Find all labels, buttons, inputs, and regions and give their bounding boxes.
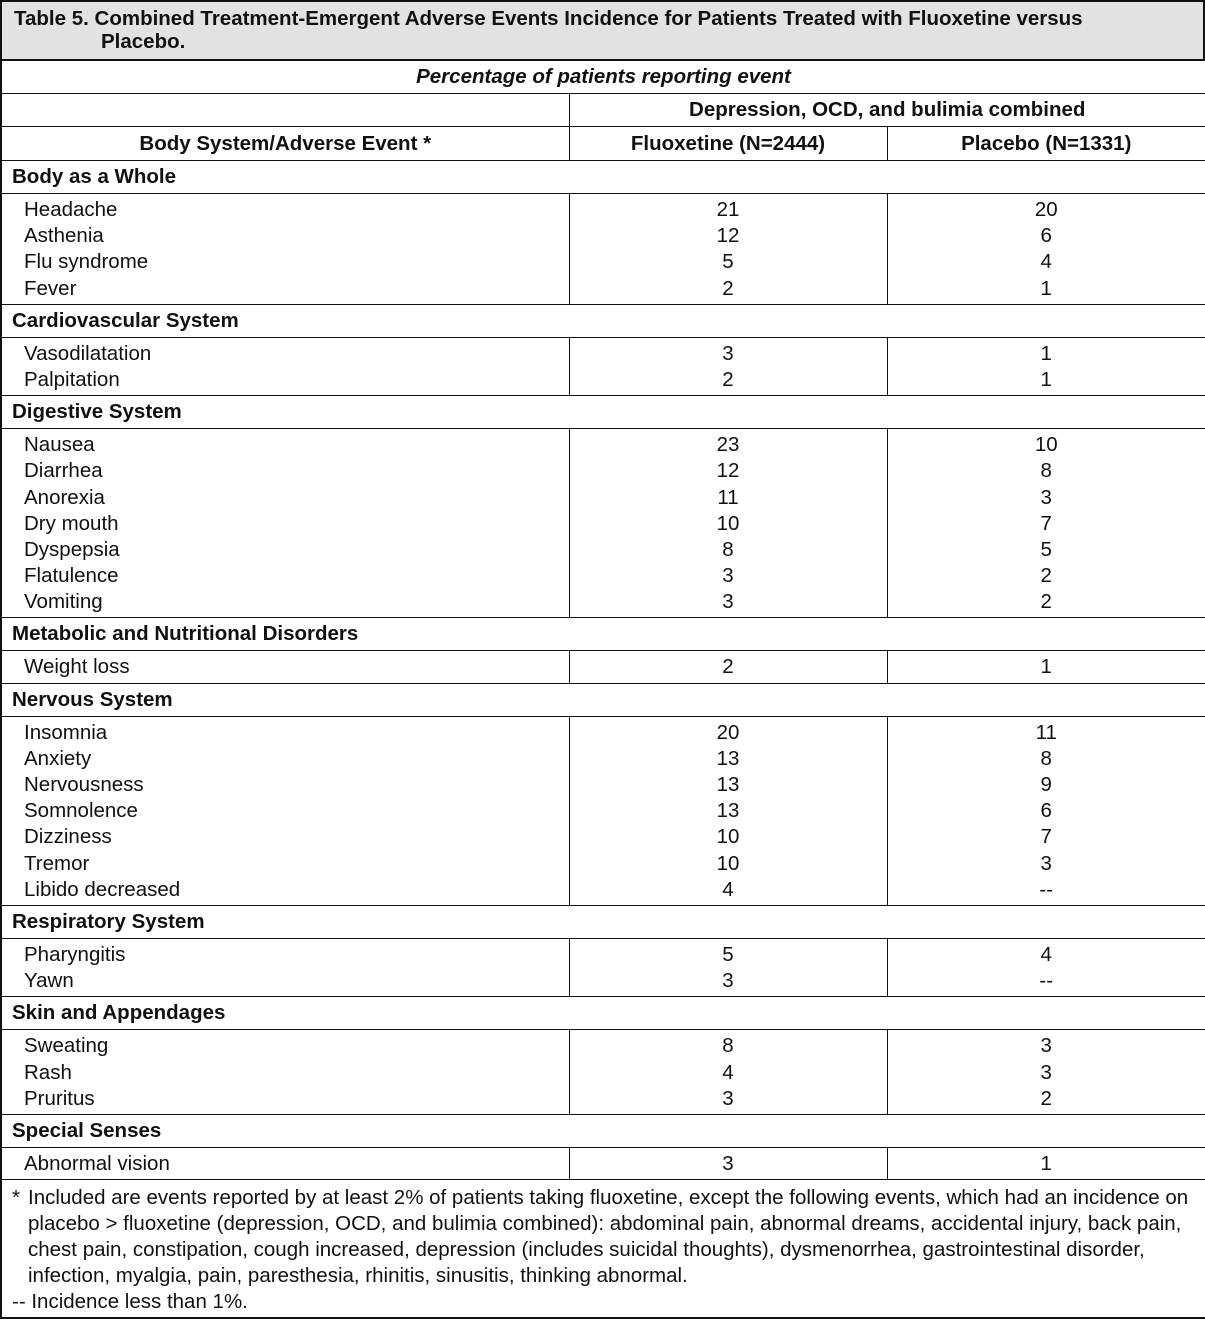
event-name: Vomiting <box>24 590 103 614</box>
fluoxetine-value: 3 <box>722 341 734 365</box>
section-heading: Cardiovascular System <box>1 304 1205 337</box>
event-name: Insomnia <box>24 720 108 744</box>
section-heading: Respiratory System <box>1 905 1205 938</box>
placebo-value: 2 <box>1040 590 1052 614</box>
placebo-value: 1 <box>1040 276 1052 300</box>
fluoxetine-value: 13 <box>716 773 740 796</box>
fluoxetine-value: 4 <box>722 1060 734 1084</box>
section-heading: Metabolic and Nutritional Disorders <box>1 618 1205 651</box>
section-row <box>1 905 1205 938</box>
placebo-value: 20 <box>1034 198 1058 221</box>
placebo-value: 4 <box>1040 942 1052 966</box>
event-name: Pharyngitis <box>24 942 126 966</box>
fluoxetine-value: 10 <box>716 851 740 875</box>
section-data-row <box>1 429 1205 618</box>
section-heading: Special Senses <box>1 1114 1205 1147</box>
placebo-value: 3 <box>1040 1034 1052 1058</box>
fluoxetine-column-cell <box>569 194 887 305</box>
event-column-cell <box>1 716 569 905</box>
placebo-value: 4 <box>1040 250 1052 274</box>
event-name: Tremor <box>24 851 90 875</box>
event-name: Anorexia <box>24 485 105 509</box>
placebo-value: 3 <box>1040 485 1052 509</box>
footnote-star-text: Included are events reported by at least 2% of patients taking fluoxetine, except the following events, which had an incidence on placebo > fluoxetine (depression, OCD, and bulimia combined): abdominal pain, abnormal dreams, accidental injury, back pain, chest pain, constipation, cough increased, depression (includes suicidal thoughts), dysmenorrhea, gastrointestinal disorder, infection, myalgia, pain, paresthesia, rhinitis, sinusitis, thinking abnormal. <box>28 1186 1189 1288</box>
fluoxetine-value: 2 <box>722 276 734 300</box>
event-column-cell <box>1 1030 569 1115</box>
placebo-column-cell <box>887 1147 1205 1179</box>
table-subtitle: Percentage of patients reporting event <box>1 61 1205 94</box>
fluoxetine-value: 3 <box>722 1086 734 1110</box>
fluoxetine-value: 3 <box>722 1151 734 1175</box>
empty-header-cell <box>1 94 569 127</box>
section-row <box>1 618 1205 651</box>
placebo-value: 3 <box>1040 1060 1052 1084</box>
footnote-cell <box>1 1180 1205 1319</box>
fluoxetine-value: 3 <box>722 969 734 993</box>
event-name: Flatulence <box>24 564 119 588</box>
group-header: Depression, OCD, and bulimia combined <box>569 94 1205 127</box>
event-name: Palpitation <box>24 367 120 391</box>
section-heading: Body as a Whole <box>1 161 1205 194</box>
fluoxetine-value: 4 <box>722 877 734 901</box>
placebo-value: 5 <box>1040 537 1052 561</box>
event-name: Sweating <box>24 1034 109 1058</box>
event-name: Flu syndrome <box>24 250 149 274</box>
event-name: Weight loss <box>24 655 130 679</box>
fluoxetine-value: 10 <box>716 511 740 535</box>
column-header-fluoxetine: Fluoxetine (N=2444) <box>569 127 887 161</box>
placebo-value: 10 <box>1034 433 1058 457</box>
fluoxetine-value: 10 <box>716 825 740 849</box>
event-column-cell <box>1 337 569 395</box>
event-name: Vasodilatation <box>24 341 152 365</box>
event-name: Diarrhea <box>24 459 103 483</box>
section-row <box>1 683 1205 716</box>
placebo-value: 3 <box>1040 851 1052 875</box>
column-header-event: Body System/Adverse Event * <box>1 127 569 161</box>
adverse-events-table <box>0 60 1205 1319</box>
placebo-value: 1 <box>1040 341 1052 365</box>
fluoxetine-value: 2 <box>722 367 734 391</box>
event-name: Asthenia <box>24 224 104 248</box>
placebo-column-cell <box>887 194 1205 305</box>
event-name: Anxiety <box>24 746 92 770</box>
section-row <box>1 161 1205 194</box>
fluoxetine-value: 3 <box>722 590 734 614</box>
fluoxetine-value: 11 <box>717 485 739 509</box>
section-heading: Digestive System <box>1 396 1205 429</box>
group-header-row <box>1 94 1205 127</box>
column-header-placebo: Placebo (N=1331) <box>887 127 1205 161</box>
fluoxetine-value: 3 <box>722 564 734 588</box>
event-name: Rash <box>24 1060 72 1084</box>
placebo-value: 9 <box>1040 773 1052 796</box>
section-data-row <box>1 1147 1205 1179</box>
section-data-row <box>1 337 1205 395</box>
table-body <box>1 161 1205 1180</box>
placebo-value: 1 <box>1040 655 1052 679</box>
fluoxetine-column-cell <box>569 1030 887 1115</box>
section-row <box>1 997 1205 1030</box>
fluoxetine-value: 23 <box>716 433 740 457</box>
event-column-cell <box>1 194 569 305</box>
event-column-cell <box>1 651 569 683</box>
fluoxetine-value: 5 <box>722 250 734 274</box>
section-heading: Skin and Appendages <box>1 997 1205 1030</box>
placebo-column-cell <box>887 651 1205 683</box>
event-name: Dry mouth <box>24 511 119 535</box>
fluoxetine-value: 12 <box>716 459 740 483</box>
table-title-line-1: Table 5. Combined Treatment-Emergent Adverse Events Incidence for Patients Treated with Fluoxetine versus <box>14 7 1083 30</box>
fluoxetine-column-cell <box>569 429 887 618</box>
table-title-line-2: Placebo. <box>101 30 186 53</box>
placebo-value: 1 <box>1040 367 1052 391</box>
event-name: Fever <box>24 276 77 300</box>
fluoxetine-column-cell <box>569 938 887 996</box>
event-name: Somnolence <box>24 799 138 823</box>
fluoxetine-value: 20 <box>716 720 740 744</box>
fluoxetine-column-cell <box>569 716 887 905</box>
event-column-cell <box>1 429 569 618</box>
section-row <box>1 304 1205 337</box>
event-column-cell <box>1 1147 569 1179</box>
placebo-value: 2 <box>1040 564 1052 588</box>
placebo-value: 8 <box>1040 459 1052 483</box>
placebo-value: 6 <box>1040 224 1052 248</box>
event-name: Pruritus <box>24 1086 95 1110</box>
subtitle-row <box>1 61 1205 94</box>
section-data-row <box>1 716 1205 905</box>
event-column-cell <box>1 938 569 996</box>
event-name: Yawn <box>24 969 74 993</box>
footnote-row <box>1 1180 1205 1319</box>
placebo-value: 7 <box>1040 825 1052 849</box>
section-data-row <box>1 194 1205 305</box>
placebo-value: -- <box>1039 877 1054 901</box>
section-row <box>1 396 1205 429</box>
placebo-value: 2 <box>1040 1086 1052 1110</box>
fluoxetine-column-cell <box>569 1147 887 1179</box>
fluoxetine-value: 8 <box>722 537 734 561</box>
fluoxetine-value: 12 <box>716 224 740 248</box>
placebo-column-cell <box>887 1030 1205 1115</box>
placebo-value: 11 <box>1035 720 1057 744</box>
footnote-dash: -- Incidence less than 1%. <box>12 1290 248 1314</box>
placebo-value: 7 <box>1040 511 1052 535</box>
table-title <box>0 0 1205 60</box>
fluoxetine-value: 13 <box>716 746 740 770</box>
section-heading: Nervous System <box>1 683 1205 716</box>
fluoxetine-value: 8 <box>722 1034 734 1058</box>
column-header-row <box>1 127 1205 161</box>
fluoxetine-value: 13 <box>716 799 740 823</box>
fluoxetine-value: 21 <box>716 198 740 221</box>
placebo-column-cell <box>887 429 1205 618</box>
section-data-row <box>1 651 1205 683</box>
fluoxetine-value: 2 <box>722 655 734 679</box>
placebo-value: 8 <box>1040 746 1052 770</box>
event-name: Nausea <box>24 433 95 457</box>
fluoxetine-column-cell <box>569 337 887 395</box>
placebo-value: 1 <box>1040 1151 1052 1175</box>
placebo-value: -- <box>1039 969 1054 993</box>
placebo-column-cell <box>887 337 1205 395</box>
event-name: Libido decreased <box>24 877 181 901</box>
footnote-star-mark: * <box>12 1186 20 1210</box>
event-name: Headache <box>24 198 118 221</box>
footnote-star <box>12 1185 1197 1289</box>
section-row <box>1 1114 1205 1147</box>
section-data-row <box>1 938 1205 996</box>
event-name: Dizziness <box>24 825 112 849</box>
event-name: Abnormal vision <box>24 1151 170 1175</box>
placebo-column-cell <box>887 938 1205 996</box>
section-data-row <box>1 1030 1205 1115</box>
fluoxetine-value: 5 <box>722 942 734 966</box>
event-name: Dyspepsia <box>24 537 120 561</box>
placebo-value: 6 <box>1040 799 1052 823</box>
event-name: Nervousness <box>24 773 144 796</box>
fluoxetine-column-cell <box>569 651 887 683</box>
placebo-column-cell <box>887 716 1205 905</box>
